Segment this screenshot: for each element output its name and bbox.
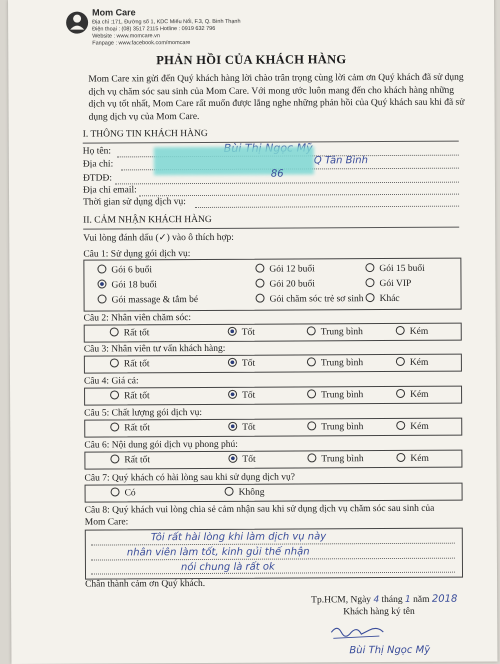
q7-option-no[interactable]: Không [225,487,265,498]
q1-option-12[interactable]: Gói 12 buổi [255,263,314,274]
q3-option-good[interactable]: Tốt [228,358,255,369]
q8-label-line1: Câu 8: Quý khách vui lòng chia sẻ cảm nhận sau khi sử dụng dịch vụ chăm sóc sau sinh của [84,503,435,516]
radio-icon [110,390,119,399]
q3-label: Câu 3: Nhân viên tư vấn khách hàng: [83,343,226,355]
company-website: Website : www.momcare.vn [92,33,160,40]
section2-heading: II. CẢM NHẬN KHÁCH HÀNG [83,214,212,226]
q2-option-average[interactable]: Trung bình [307,326,363,337]
radio-checked-icon [97,279,106,288]
intro-text: Mom Care xin gửi đến Quý khách hàng lời chào trân trọng cùng lời cảm ơn Quý khách đã sử dụng dịch vụ chăm sóc sau sinh của Mom Care. Với mong ước luôn mang đến cho khách hàng những dịch vụ tốt nhất, Mom Care rất muốn được lắng nghe những phản hồi của Quý khách sau khi đã sử dụng dịch vụ của Mom Care. [88,72,465,123]
signature-scribble-icon [327,622,387,644]
section1-heading: I. THÔNG TIN KHÁCH HÀNG [82,128,208,140]
radio-icon [110,327,119,336]
feedback-form [8,0,497,664]
mom-care-logo-icon [64,10,90,36]
q1-option-vip[interactable]: Gói VIP [365,278,411,289]
radio-icon [307,357,316,366]
signature-name: Bùi Thị Ngọc Mỹ [349,644,431,657]
q8-label-line2: Mom Care: [84,517,129,528]
q6-option-good[interactable]: Tốt [228,454,255,465]
q4-option-poor[interactable]: Kém [396,389,429,400]
radio-icon [396,453,405,462]
phone-handwritten: 86 [270,168,284,180]
q7-option-yes[interactable]: Có [111,487,136,498]
radio-icon [111,487,120,496]
radio-icon [110,358,119,367]
company-header [64,5,241,47]
radio-icon [110,454,119,463]
radio-icon [366,293,375,302]
radio-icon [307,421,316,430]
q8-answer-3: nói chung là rất ok [180,561,275,574]
redacted-info [154,146,314,175]
radio-checked-icon [228,390,237,399]
instruction-text: Vui lòng đánh dấu (✓) vào ô thích hợp: [83,232,234,244]
q1-option-20[interactable]: Gói 20 buổi [255,278,314,289]
q6-label: Câu 6: Nội dung gói dịch vụ phong phú: [84,439,238,451]
radio-icon [255,264,264,273]
q8-answer-2: nhân viên làm tốt, kinh gủi thế nhận [126,546,310,559]
radio-icon [365,263,374,272]
time-label: Thời gian sử dụng dịch vụ: [83,197,186,208]
q3-option-very-good[interactable]: Rất tốt [110,358,150,369]
q5-label: Câu 5: Chất lượng gói dịch vụ: [84,407,203,419]
address-handwritten: Q Tân Bình [313,155,368,167]
q5-option-average[interactable]: Trung bình [307,421,363,432]
q7-label: Câu 7: Quý khách có hài lòng sau khi sử dụng dịch vụ? [84,472,295,484]
radio-checked-icon [228,422,237,431]
q7-box [85,483,463,503]
signature-label: Khách hàng ký tên [343,606,415,618]
company-name: Mom Care [92,7,136,18]
time-line[interactable] [195,206,459,208]
radio-checked-icon [228,454,237,463]
q8-answer-1: Tôi rất hài lòng khi làm dịch vụ này [150,531,327,544]
q6-option-poor[interactable]: Kém [396,453,429,464]
radio-icon [396,326,405,335]
q4-option-very-good[interactable]: Rất tốt [110,390,150,401]
q5-option-good[interactable]: Tốt [228,422,255,433]
company-fanpage: Fanpage : www.facebook.com/momcare [92,40,191,47]
radio-icon [307,326,316,335]
radio-icon [307,453,316,462]
company-address: Địa chỉ :171, Đường số 1, KDC Miếu Nổi, F.3, Q. Bình Thạnh [92,18,241,26]
company-phone: Điện thoại : (08) 3517 2115 Hotline : 0919 632 796 [92,25,216,33]
q1-option-18[interactable]: Gói 18 buổi [97,279,156,290]
radio-checked-icon [228,358,237,367]
radio-icon [97,264,106,273]
radio-icon [110,422,119,431]
q5-option-poor[interactable]: Kém [396,421,429,432]
q1-option-newborn[interactable]: Gói chăm sóc trẻ sơ sinh [256,293,364,305]
phone-label: ĐTDĐ: [82,173,112,184]
q1-option-other[interactable]: Khác [366,293,400,304]
q4-option-average[interactable]: Trung bình [307,389,363,400]
q6-option-average[interactable]: Trung bình [307,453,363,464]
q2-option-very-good[interactable]: Rất tốt [110,327,150,338]
q2-option-poor[interactable]: Kém [396,326,429,337]
q1-option-6[interactable]: Gói 6 buổi [97,264,152,275]
q2-label: Câu 2: Nhân viên chăm sóc: [83,313,192,324]
q1-label: Câu 1: Sử dụng gói dịch vụ: [83,249,191,260]
radio-icon [396,389,405,398]
q4-option-good[interactable]: Tốt [228,390,255,401]
q3-option-average[interactable]: Trung bình [307,357,363,368]
date-line: Tp.HCM, Ngày 4 tháng 1 năm 2018 [311,593,458,606]
radio-icon [98,294,107,303]
email-line[interactable] [139,194,459,197]
q3-option-poor[interactable]: Kém [396,357,429,368]
radio-checked-icon [228,327,237,336]
q4-label: Câu 4: Giá cả: [83,376,139,387]
radio-icon [396,421,405,430]
closing-text: Chân thành cảm ơn Quý khách. [85,578,206,590]
phone-line[interactable] [115,182,459,185]
address-label: Địa chỉ: [82,159,114,170]
q6-option-very-good[interactable]: Rất tốt [110,454,150,465]
radio-icon [365,278,374,287]
radio-icon [255,279,264,288]
radio-icon [225,487,234,496]
name-label: Họ tên: [82,146,112,157]
radio-icon [307,389,316,398]
radio-icon [256,294,265,303]
q2-option-good[interactable]: Tốt [228,327,255,338]
q5-option-very-good[interactable]: Rất tốt [110,422,150,433]
form-title: PHẢN HỒI CỦA KHÁCH HÀNG [156,52,347,68]
q1-option-15[interactable]: Gói 15 buổi [365,263,424,274]
email-label: Địa chỉ email: [82,185,137,196]
section2-divider [83,227,459,230]
q1-option-massage[interactable]: Gói massage & tắm bé [98,294,199,306]
radio-icon [396,357,405,366]
